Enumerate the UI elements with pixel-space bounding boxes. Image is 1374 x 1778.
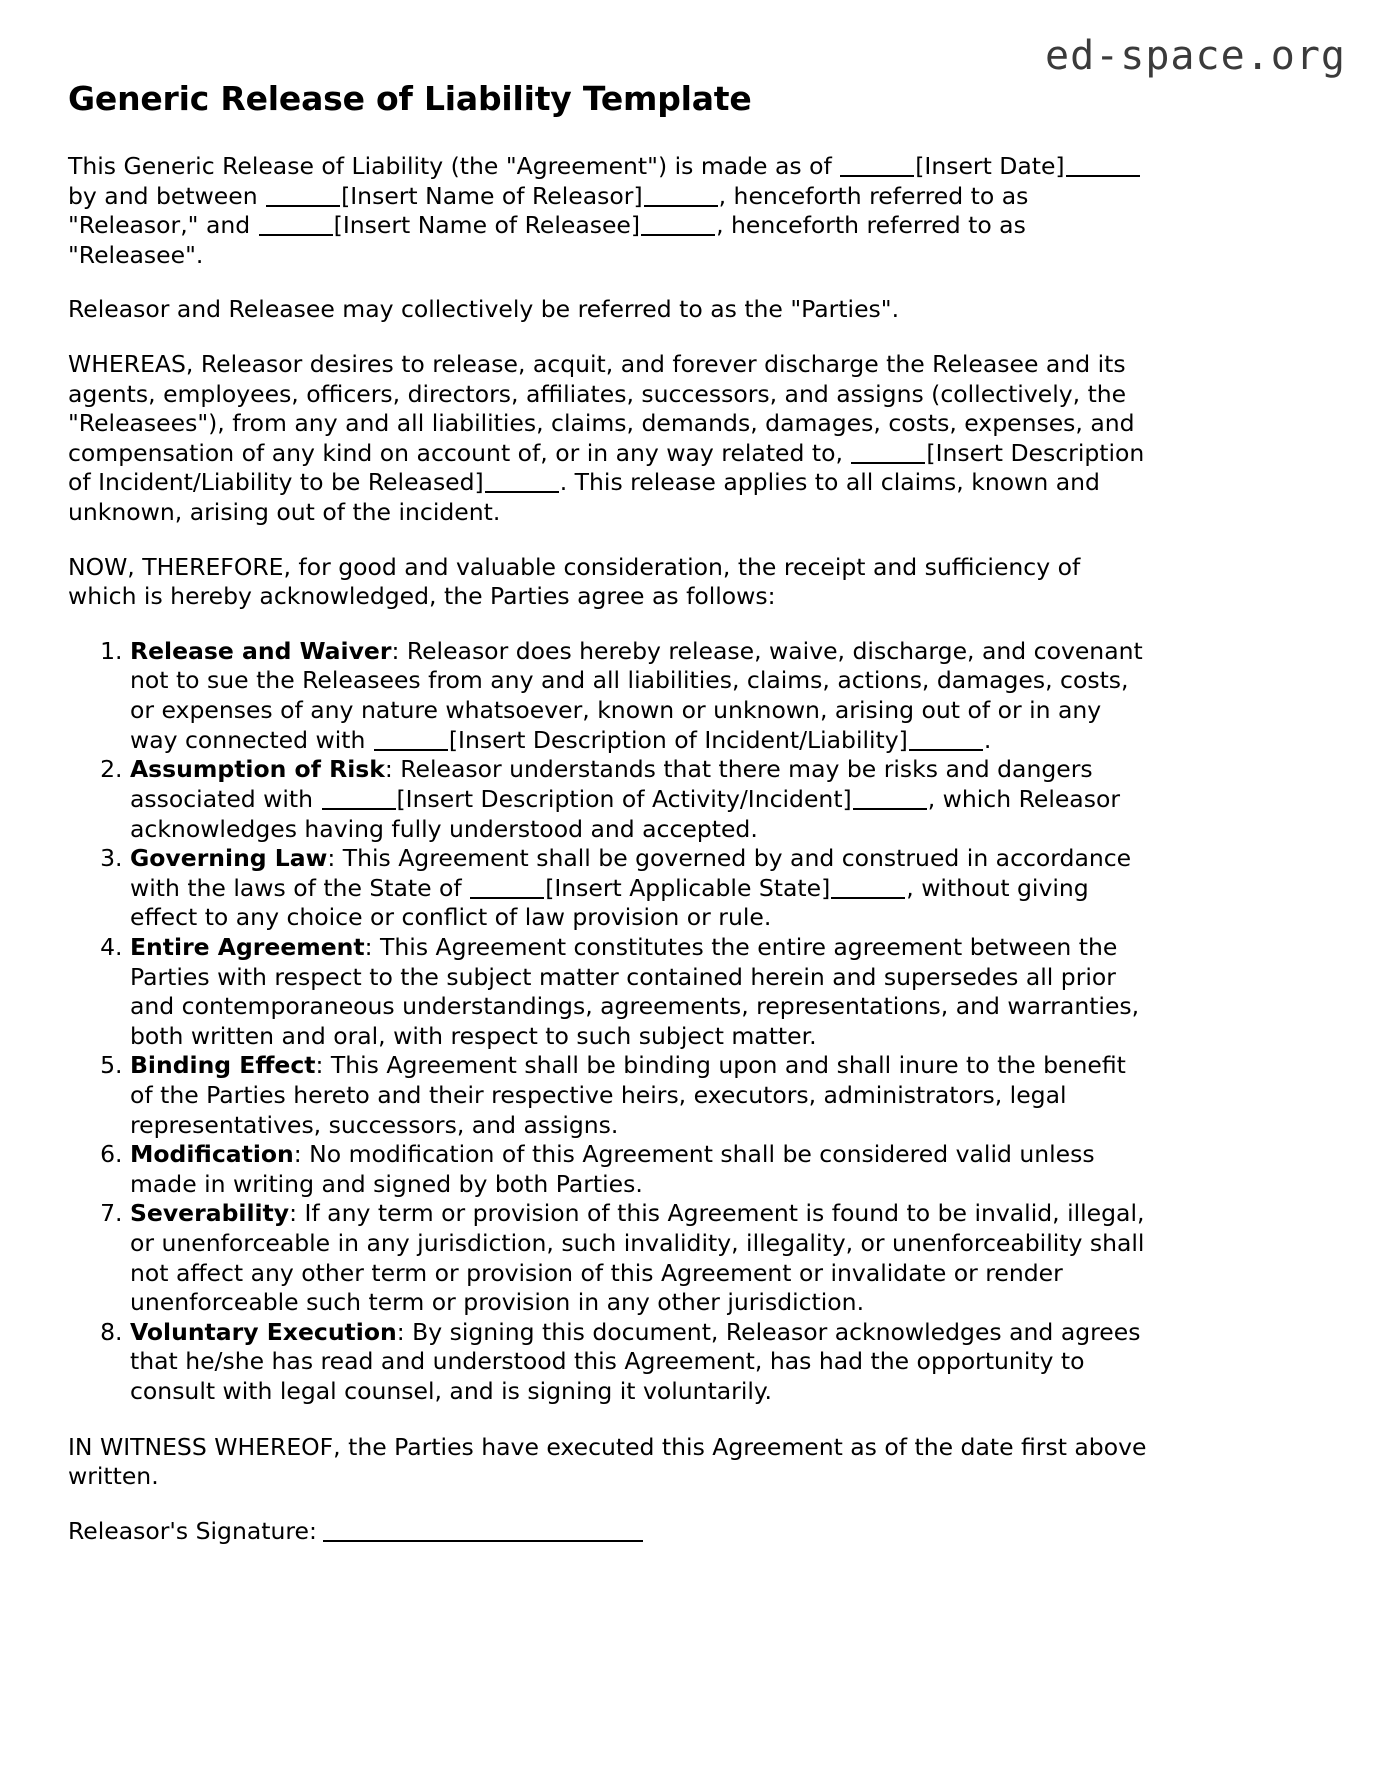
clause-text-1: : This Agreement shall be binding upon and shall inure to the benefit of the Parties hereto and their respective heirs, executors, administrators, legal representatives, successors, and assigns. <box>130 1051 1126 1139</box>
blank-fill-incident-after[interactable] <box>485 476 559 493</box>
clause-list <box>68 637 1154 1407</box>
clause-term: Severability <box>130 1199 290 1228</box>
clause-term: Binding Effect <box>130 1051 316 1080</box>
intro-text-2: by and between <box>68 181 266 210</box>
clause-text-1: : This Agreement constitutes the entire agreement between the Parties with respect to the subject matter contained herein and supersedes all prior and contemporaneous understandings, agreements, representations, and warranties, both written and oral, with respect to such subject matter. <box>130 932 1140 1050</box>
whereas-paragraph <box>68 350 1154 528</box>
intro-text-1: This Generic Release of Liability (the "Agreement") is made as of <box>68 151 840 180</box>
whereas-placeholder-incident: [Insert Description of Incident/Liability to be Released] <box>68 438 1145 497</box>
clause-item-severability <box>130 1199 1154 1317</box>
intro-placeholder-date: [Insert Date] <box>915 151 1065 180</box>
clause-text-1: : This Agreement shall be governed by and construed in accordance with the laws of the State of <box>130 844 1132 902</box>
intro-placeholder-releasor: [Insert Name of Releasor] <box>341 181 643 210</box>
now-therefore-paragraph: NOW, THEREFORE, for good and valuable consideration, the receipt and sufficiency of which is hereby acknowledged, the Parties agree as follows: <box>68 552 1081 611</box>
blank-fill-date-before[interactable] <box>840 160 914 177</box>
clause-item-entire-agreement <box>130 933 1154 1051</box>
clause-item-voluntary-execution <box>130 1318 1154 1407</box>
document-body <box>68 80 1154 1547</box>
clause-term: Modification <box>130 1140 294 1169</box>
page-title: Generic Release of Liability Template <box>68 79 752 118</box>
blank-fill-clause1-before[interactable] <box>374 734 448 751</box>
witness-paragraph: IN WITNESS WHEREOF, the Parties have executed this Agreement as of the date first above written. <box>68 1432 1147 1491</box>
intro-placeholder-releasee: [Insert Name of Releasee] <box>333 211 641 240</box>
clause-item-binding-effect <box>130 1051 1154 1140</box>
clause-term: Entire Agreement <box>130 932 365 961</box>
clause-text-2: , without giving effect to any choice or conflict of law provision or rule. <box>130 873 1089 932</box>
blank-fill-clause1-after[interactable] <box>909 734 983 751</box>
clause-item-governing-law <box>130 844 1154 933</box>
clause-text-2: , which Releasor acknowledges having fully understood and accepted. <box>130 784 1120 843</box>
blank-fill-clause2-after[interactable] <box>853 793 927 810</box>
clause-text-2: . <box>983 725 992 754</box>
blank-fill-releasee-after[interactable] <box>641 219 715 236</box>
clause-term: Voluntary Execution <box>130 1317 397 1346</box>
blank-fill-clause3-before[interactable] <box>470 882 544 899</box>
clause-item-assumption-of-risk <box>130 755 1154 844</box>
whereas-text-1: WHEREAS, Releasor desires to release, acquit, and forever discharge the Releasee and its agents, employees, officers, directors, affiliates, successors, and assigns (collectively, the "Releasees"), from any and all liabilities, claims, demands, damages, costs, expenses, and compensation of any kind on account of, or in any way related to, <box>68 349 1135 467</box>
clause-placeholder: [Insert Description of Incident/Liability] <box>448 725 908 754</box>
blank-fill-incident-before[interactable] <box>851 447 925 464</box>
blank-fill-releasor-before[interactable] <box>266 190 340 207</box>
whereas-text-2: . This release applies to all claims, known and unknown, arising out of the incident. <box>68 468 1100 527</box>
blank-fill-releasor-after[interactable] <box>644 190 718 207</box>
intro-paragraph <box>68 152 1154 270</box>
clause-text-1: : By signing this document, Releasor acknowledges and agrees that he/she has read and understood this Agreement, has had the opportunity to consult with legal counsel, and is signing it voluntarily. <box>130 1317 1141 1406</box>
blank-fill-releasee-before[interactable] <box>259 219 333 236</box>
clause-term: Governing Law <box>130 844 328 873</box>
signature-label: Releasor's Signature: <box>68 1516 317 1545</box>
clause-placeholder: [Insert Description of Activity/Incident] <box>396 784 852 813</box>
blank-fill-clause2-before[interactable] <box>322 793 396 810</box>
intro-text-3: , henceforth referred to as "Releasor," and <box>68 181 1029 240</box>
clause-item-modification <box>130 1140 1154 1199</box>
clause-text-1: : Releasor understands that there may be risks and dangers associated with <box>130 755 1093 813</box>
intro-text-4: , henceforth referred to as "Releasee". <box>68 211 1026 269</box>
parties-paragraph: Releasor and Releasee may collectively be referred to as the "Parties". <box>68 295 900 324</box>
clause-text-1: : No modification of this Agreement shall be considered valid unless made in writing and signed by both Parties. <box>130 1140 1095 1198</box>
clause-placeholder: [Insert Applicable State] <box>545 873 831 902</box>
blank-fill-clause3-after[interactable] <box>831 882 905 899</box>
clause-item-release-and-waiver <box>130 637 1154 755</box>
clause-term: Assumption of Risk <box>130 755 385 784</box>
clause-text-1: : If any term or provision of this Agreement is found to be invalid, illegal, or unenforceable in any jurisdiction, such invalidity, illegality, or unenforceability shall not affect any other term or provision of this Agreement or invalidate or render unenforceable such term or provision in any other jurisdiction. <box>130 1199 1145 1317</box>
signature-input-line[interactable] <box>323 1526 643 1542</box>
site-watermark: ed-space.org <box>1045 33 1346 79</box>
blank-fill-date-after[interactable] <box>1066 160 1140 177</box>
clause-term: Release and Waiver <box>130 636 392 665</box>
signature-line-row <box>68 1517 1154 1547</box>
clause-text-1: : Releasor does hereby release, waive, discharge, and covenant not to sue the Releasees from any and all liabilities, claims, actions, damages, costs, or expenses of any nature whatsoever, known or unknown, arising out of or in any way connected with <box>130 636 1143 754</box>
